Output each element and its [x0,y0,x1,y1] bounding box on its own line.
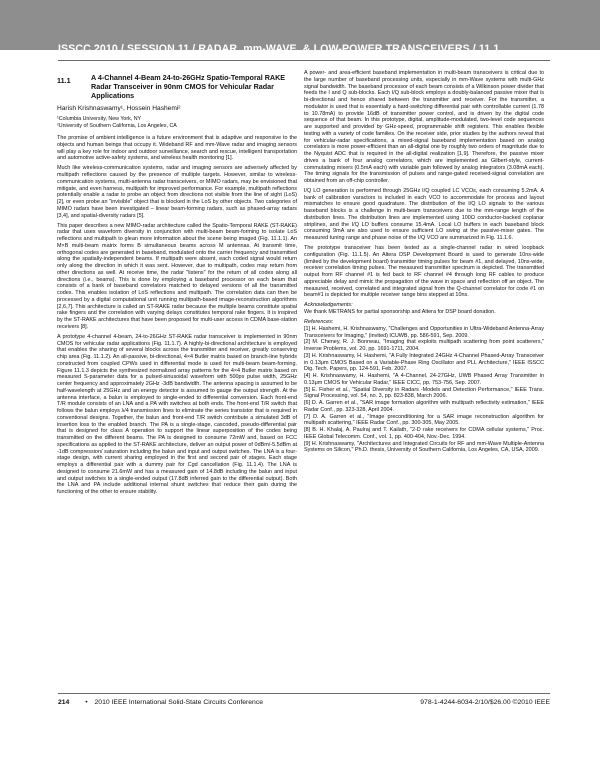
reference-item: [8] B. H. Khalaj, A. Paulraj and T. Kailath, "2-D rake receivers for CDMA cellular systems," Proc. IEEE Global Telecomm. Conf., vol. 1, pp. 400-404, Nov.-Dec. 1994. [304,427,544,440]
paper-authors: Harish Krishnaswamy¹, Hossein Hashemi² [57,105,181,112]
reference-item: [4] H. Krishnaswamy, H. Hashemi, "A 4-Channel, 24-27GHz, UWB Phased Array Transmitter in 0.13μm CMOS for Vehicular Radar," IEEE CICC, pp. 753-756, Sep. 2007. [304,373,544,386]
paper-title: A 4-Channel 4-Beam 24-to-26GHz Spatio-Temporal RAKE Radar Transceiver in 90nm CMOS for Vehicular Radar Applications [91,73,286,100]
reference-item: [6] D. A. Garren et al., "SAR image formation algorithm with multipath reflectivity estimation," IEEE Radar Conf., pp. 323-328, April 2004. [304,400,544,413]
references-heading: References: [304,319,334,325]
affiliation: ²University of Southern California, Los Angeles, CA [57,122,177,129]
session-header-title: ISSCC 2010 / SESSION 11 / RADAR, mm-WAVE, & LOW-POWER TRANSCEIVERS / 11.1 [58,43,500,55]
body-paragraph: A prototype 4-channel 4-beam, 24-to-26GHz ST-RAKE radar transceiver is implemented in 90nm CMOS for vehicular radar applications (Fig. 11.1.7). A highly-bi-directional architecture is employed that enables the sharing of several blocks across the transmitter and receiver, greatly conserving chip area (Fig. 11.1.2). An all-passive, bi-directional, 4×4 Butler matrix based on branch-line hybrids constructed from coupled CPWs used in differential mode is used for multi-beam beam-forming. Figure 11.1.3 depicts the synthesized normalized array patterns for the 4×4 Butler matrix based on measured S-parameter data for a pulsed-sinusoidal waveform with 500ps pulse width, 25GHz center frequency and approximately 2GHz -3dB bandwidth. The antenna spacing is assumed to be half-wavelength at 25GHz and an energy detector is assumed to gauge the output strength. At the antenna interface, a balun is employed to single-ended to differential conversion. Each front-end T/R module consists of an LNA and a PA with switches at both ends. The front-end T/R switch that follows the balun employs λ/4 transmission lines to eliminate the series transistor that is required in conventional designs. Together, the balun and front-end T/R switch contribute a simulated 3dB of insertion loss to the enabled branch. The PA is a single-stage, cascoded, pseudo-differential pair that is designed for class A operation to support the linear superposition of the codes being transmitted on the different beams. The PA is designed to consume 72mW and, based on FCC specifications as applied to the ST-RAKE architecture, deliver an output power of 0dBm/-5.5dBm at -1dB compression/ saturation including the balun and input and output switches. The LNA is a four-stage design, with current sharing employed in the first and second pair of stages. Each stage employs a differential pair with a dummy pair for Cgd cancellation (Fig. 11.1.4). The LNA is designed to consume 21.6mW and has a measured gain of 14.8dB including the balun and input and output switches to a single-ended output (17.8dB inferred gain to the differential output). Both the LNA and PA include additional internal shunt switches that reduce their gain during the functioning of the other to ensure stability. [57,333,297,495]
reference-item: [7] D. A. Garren et al., "Image preconditioning for a SAR image reconstruction algorithm for multipath scattering," IEEE Radar Conf., pp. 300-305, May 2005. [304,413,544,427]
reference-item: [3] H. Krishnaswamy, H. Hashemi, "A Fully Integrated 24GHz 4-Channel Phased-Array Transceiver in 0.13μm CMOS Based on a Variable-Phase Ring Oscillator and PLL Architecture," IEEE ISSCC Dig. Tech. Papers, pp. 124-591, Feb. 2007. [304,352,544,373]
page-footer [58,697,550,709]
body-paragraph: A power- and area-efficient baseband implementation in multi-beam transceivers is critical due to the large number of baseband processing units, especially in mm-Wave systems with multi-GHz signal bandwidth. The baseband processor of each beam consists of a Wilkinson power divider that feeds the I and Q sub-blocks. Each I/Q sub-block employs a doubly-balanced passive mixer that is bi-directional and hence shared between the transmitter and receiver. For the transmitter, a modulator is used that is essentially a hard-switching differential pair with controllable current (1.78 to 10.78mA) to provide 16dB of transmitter power control, and is driven by the digital code sequence of that beam. In this prototype, digital, amplitude-modulated, two-level code sequences are supported and provided by GHz-speed, programmable shift registers. This enables flexible testing with a variety of code families. On the receiver side, prior studies by the authors reveal that for vehicular-radar specifications, a mixed-signal baseband implementation based on analog correlators is more power-efficient than an all-digital one by roughly two orders of magnitude due to the Nyquist ADC that is required in the all-digital realization [1,9]. Therefore, the passive mixer drives a bank of four analog correlators, which are implemented as Gilbert-style, current-commutating mixers (0.5mA each) with variable gain followed by analog integrators (3.08mA each). The timing signals for the transmission of pulses and range-gated received-signal correlation are obtained from an off-chip controller. [304,70,544,184]
body-paragraph: The prototype transceiver has been tested as a single-channel radar in wired loopback configuration (Fig. 11.1.5). An Altera DSP Development Board is used to generate 10ns-wide (limited by the development board) transmitter timing pulses for beam #1, and delayed, 10ns-wide, receiver correlation timing pulses. The measured transmitter spectrum is depicted. The transmitted output from RF channel #1 is fed back to RF channel #4 through long RF cables to produce appreciable delay and mimic the propagation of the wave in space and reflection off an object. The measured, received, correlated and integrated signal from the Q-channel correlator for code #1 on beam#1 is depicted for multiple receiver range bins stepped at 10ns. [304,245,544,299]
footer-divider [58,693,550,694]
header-divider [58,60,550,61]
paper-heading [57,73,297,100]
body-paragraph: I/Q LO generation is performed through 25GHz I/Q coupled LC VCOs, each consuming 5.2mA. A bank of calibration varactors is included in each VCO to accommodate for process and layout mismatches to ensure good quadrature. The distribution of the I/Q LO signals to the various baseband blocks is a challenge in multi-beam transceivers due to the mm-range length of the distribution lines. The distribution lines are implemented using 100Ω conductor-backed coplanar striplines, and the I/Q LO buffers consume 15.4mA. Local LO buffers in each baseband block consuming 9mA are also used to ensure sufficient LO swing at the passive-mixer gates. The measured tuning range and phase noise of the I/Q VCO are summarized in Fig. 11.1.6. [304,187,544,242]
isbn-copyright: 978-1-4244-6034-2/10/$26.00 ©2010 IEEE [420,699,550,706]
bullet-icon: • [85,699,88,706]
reference-item: [2] M. Cheney, R. J. Bonneau, "Imaging that exploits multipath scattering from point scatterers," Inverse Problems, vol. 20, pp. 1691-1711, 2004. [304,339,544,352]
body-paragraph: This paper describes a new MIMO-radar architecture called the Spatio-Temporal RAKE (ST-RAKE) radar that uses waveform diversity in conjunction with multi-beam beam-forming to isolate LoS reflections and multipath to glean more information about the scene being imaged (Fig. 11.1.1). An M×B multi-beam matrix forms B simultaneous beams across M antennas. At transmit time, orthogonal codes are generated in baseband, modulated onto the carrier frequency and transmitted along the spatially-independent beams. If multipath were absent, each coded signal would return only along the direction in which it was sent. However, due to multipath, codes may return from other directions as well. At receive time, the radar "listens" for the return of all codes along all directions (i.e., beams). This is done by employing a baseband processor on each beam that consists of a bank of baseband correlators matched to delayed versions of all the transmitted codes. This enables isolation of LoS reflections and multipath. The correlation data can then be processed by a digital computational unit running multipath-based image-reconstruction algorithms [2,6,7]. This architecture is called an ST-RAKE radar because the multiple beams constitute spatial rake fingers and the correlation with varying delays constitutes temporal rake fingers. It is inspired by the ST-RAKE architectures that have been proposed for multi-user access in CDMA base-station receivers [8]. [57,222,297,330]
body-paragraph: The promise of ambient intelligence is a future environment that is adaptive and responsive to the objects and human beings that occupy it. Wideband RF and mm-Wave radar and imaging sensors will play a key role for indoor and outdoor surveillance, search and rescue, intelligent transportation and automotive active-safety systems, and wireless health monitoring [1]. [57,135,297,162]
left-column [57,70,297,682]
reference-item: [9] H. Krishnaswamy, "Architectures and Integrated Circuits for RF and mm-Wave Multiple-Antenna Systems on Silicon," Ph.D. thesis, University of Southern California, Los Angeles, CA, USA, 2009. [304,440,544,454]
reference-item: [1] H. Hashemi, H. Krishnaswamy, "Challenges and Opportunities in Ultra-Wideband Antenna-Array Transceivers for Imaging," (invited) ICUWB, pp. 586-591, Sep. 2009. [304,325,544,339]
acknowledgements-heading: Acknowledgements: [304,302,353,309]
conference-name: 2010 IEEE International Solid-State Circuits Conference [94,699,264,706]
right-column [304,70,544,682]
footer-left [58,697,263,709]
reference-item: [5] E. Fisher et al., "Spatial Diversity in Radars -Models and Detection Performance," IEEE Trans. Signal Processing, vol. 54, no. 3, pp. 823-838, March 2006. [304,386,544,400]
body-paragraph: Much like wireless-communication systems, radar and imaging sensors are adversely affected by multipath reflections caused by the presence of multiple targets. However, similar to wireless-communication systems, multi-antenna radar transceivers, or MIMO radars, may be envisioned that mitigate, and even harness, multipath for improved performance. For example, multipath reflections potentially enable a radar to probe an object from directions not visible from the line of sight (LoS) [2], or even probe an "invisible" object that is blocked in the LoS by other objects. Two categories of MIMO radars have been investigated – linear beam-forming radars, such as phased-array radars [3,4], and spatial-diversity radars [5]. [57,165,297,219]
paper-section-number: 11.1 [57,76,71,85]
acknowledgements-text: We thank METRANS for partial sponsorship and Altera for DSP board donation. [304,309,496,316]
page-number: 214 [58,699,70,706]
affiliation: ¹Columbia University, New York, NY [57,116,142,122]
